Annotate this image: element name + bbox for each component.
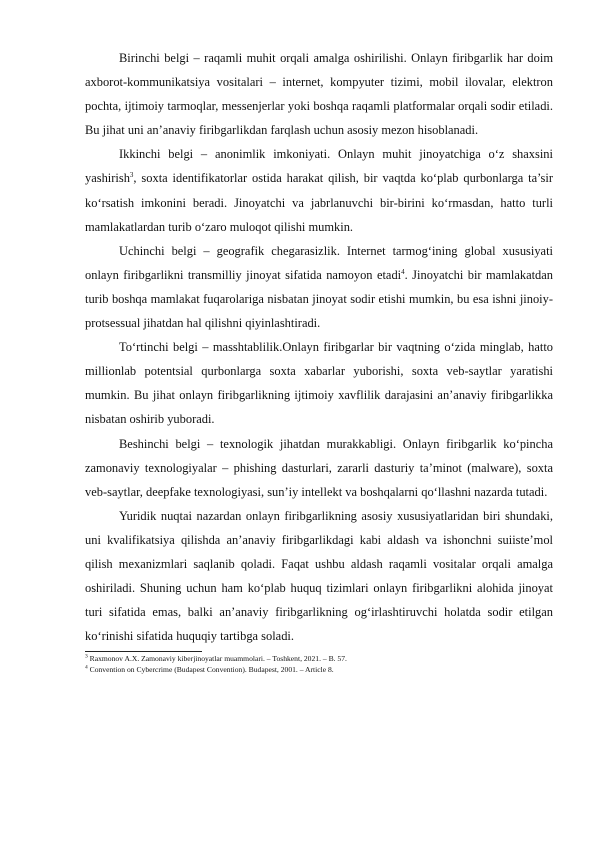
document-page — [85, 46, 553, 675]
footnote-text: Raxmonov A.X. Zamonaviy kiberjinoyatlar muammolari. – Toshkent, 2021. – B. 57. — [87, 654, 347, 664]
paragraph-text: Beshinchi belgi – texnologik jihatdan murakkabligi. Onlayn firibgarlik ko‘pincha zamonaviy texnologiyalar – phishing dasturlari, zararli dasturiy ta’minot (malware), soxta veb-saytlar, deepfake texnologiyasi, sun’iy intellekt va boshqalarni qo‘llashni nazarda tutadi. — [85, 436, 553, 499]
paragraph-text: . Jinoyatchi bir mamlakatdan turib boshqa mamlakat fuqarolariga nisbatan jinoyat sodir etishi mumkin, bu esa ishni jinoiy-protsessual jihatdan hal qilishni qiyinlashtiradi. — [85, 267, 554, 331]
paragraph-text: Ikkinchi belgi – anonimlik imkoniyati. Onlayn muhit jinoyatchiga o‘z shaxsini yashirish — [85, 147, 553, 186]
footnote-4 — [85, 665, 553, 675]
paragraph-text: To‘rtinchi belgi – masshtablilik.Onlayn firibgarlar bir vaqtning o‘zida minglab, hatto millionlab potentsial qurbonlarga soxta xabarlar yuborishi, soxta veb-saytlar yaratishi mumkin. Bu jihat onlayn firibgarlikning ijtimoiy xavflilik darajasini an’anaviy firibgarlikka nisbatan oshirib yuboradi. — [85, 340, 553, 427]
paragraph-1 — [85, 46, 553, 142]
paragraph-text: , soxta identifikatorlar ostida harakat qilish, bir vaqtda ko‘plab qurbonlarga ta’sir ko‘rsatish imkonini beradi. Jinoyatchi va jabrlanuvchi bir-birini ko‘rmasdan, hatto turli mamlakatlardan turib o‘zaro muloqot qilishi mumkin. — [85, 171, 553, 234]
footnote-text: Convention on Cybercrime (Budapest Convention). Budapest, 2001. – Article 8. — [87, 664, 334, 674]
paragraph-text: Uchinchi belgi – geografik chegarasizlik. Internet tarmog‘ining global xususiyati onlayn firibgarlikni transmilliy jinoyat sifatida namoyon etadi — [85, 243, 553, 282]
paragraph-5 — [85, 432, 553, 504]
footnote-reference-4[interactable]: 4 — [401, 267, 405, 276]
paragraph-text: Yuridik nuqtai nazardan onlayn firibgarlikning asosiy xususiyatlaridan biri shundaki, uni kvalifikatsiya qilishda an’anaviy firibgarlikdagi kabi aldash va ishonchni suiiste’mol qilish mexanizmlari saqlanib qoladi. Faqat ushbu aldash raqamli vositalar orqali amalga oshiriladi. Shuning uchun ham ko‘plab huquq tizimlari onlayn firibgarlikni alohida jinoyat turi sifatida emas, balki an’anaviy firibgarlikning og‘irlashtiruvchi holatda sodir etilgan ko‘rinishi sifatida huquqiy tartibga soladi. — [85, 508, 553, 644]
footnote-mark: 3 — [85, 653, 88, 660]
footnote-separator — [85, 651, 202, 652]
paragraph-3 — [85, 239, 553, 335]
paragraph-6 — [85, 504, 553, 649]
footnote-3 — [85, 654, 553, 664]
footnote-mark: 4 — [85, 664, 88, 671]
paragraph-2 — [85, 142, 553, 238]
paragraph-text: Birinchi belgi – raqamli muhit orqali amalga oshirilishi. Onlayn firibgarlik har doim axborot-kommunikatsiya vositalari – internet, kompyuter tizimi, mobil ilovalar, elektron pochta, ijtimoiy tarmoqlar, messenjerlar yoki boshqa raqamli platformalar orqali sodir etiladi. Bu jihat uni an’anaviy firibgarlikdan farqlash uchun asosiy mezon hisoblanadi. — [85, 51, 553, 138]
footnote-reference-3[interactable]: 3 — [129, 171, 134, 180]
paragraph-4 — [85, 335, 553, 431]
